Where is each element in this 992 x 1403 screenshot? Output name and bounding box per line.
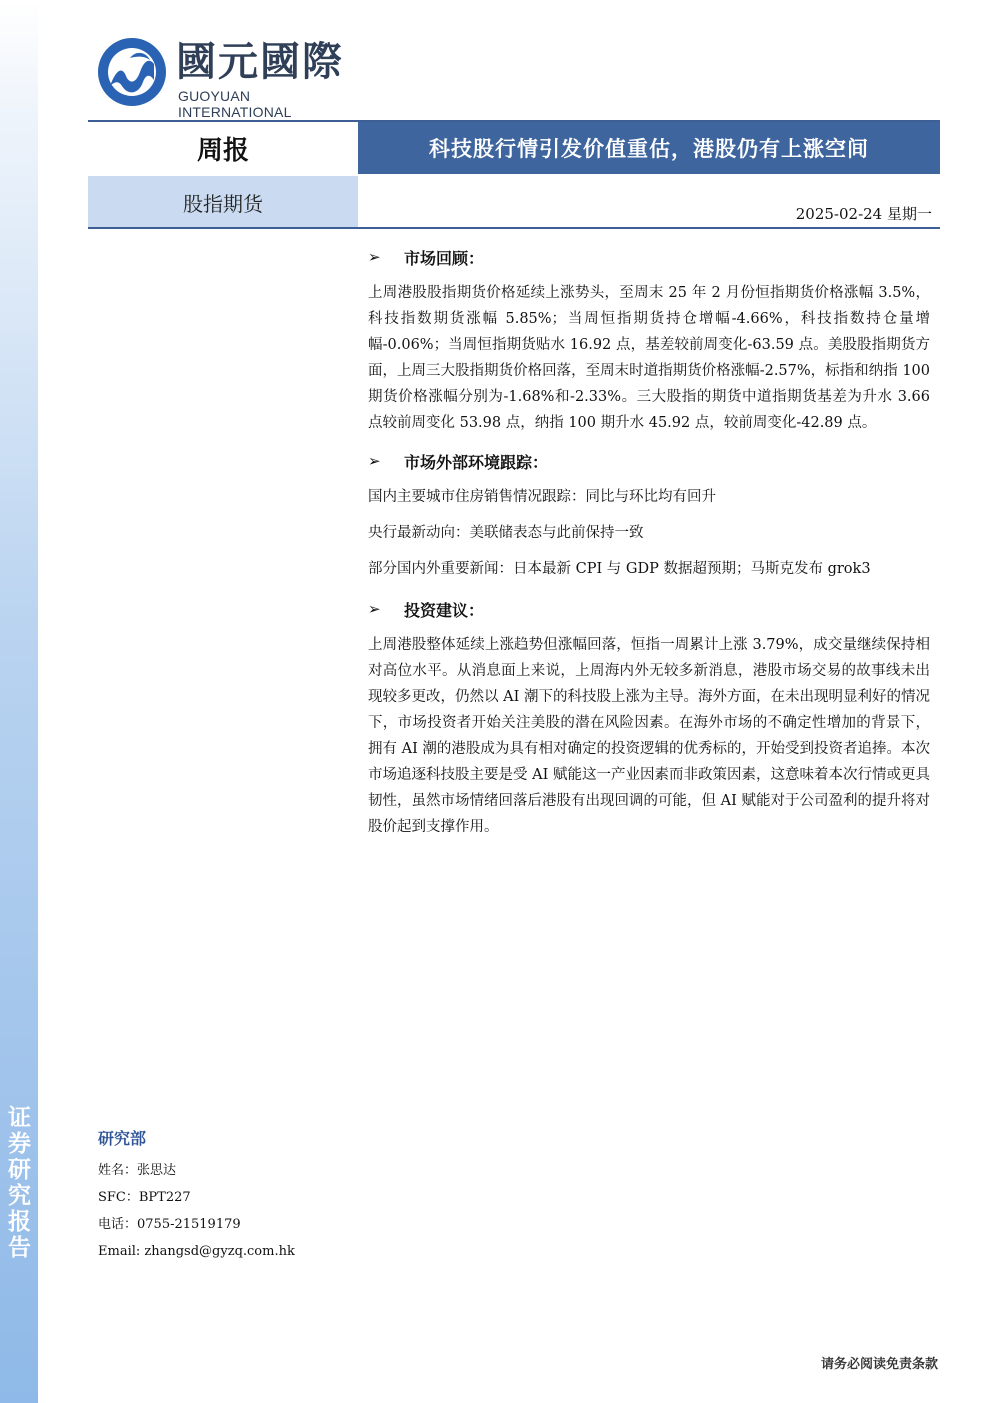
- advice-paragraph: 上周港股整体延续上涨趋势但涨幅回落，恒指一周累计上涨 3.79%，成交量继续保持相对高位水平。从消息面上来说，上周海内外无较多新消息，港股市场交易的故事线未出现较多更改，仍然以 AI 潮下的科技股上涨为主导。海外方面，在未出现明显利好的情况下，市场投资者开始关注美股的潜在风险因素。在海外市场的不确定性增加的背景下，拥有 AI 潮的港股成为具有相对确定的投资逻辑的优秀标的，开始受到投资者追捧。本次市场追逐科技股主要是受 AI 赋能这一产业因素而非政策因素，这意味着本次行情或更具韧性，虽然市场情绪回落后港股有出现回调的可能，但 AI 赋能对于公司盈利的提升将对股价起到支撑作用。: [368, 637, 930, 835]
- logo-english-name: GUOYUAN INTERNATIONAL: [178, 88, 292, 120]
- main-content: [368, 240, 930, 848]
- analyst-phone: 电话：0755-21519179: [98, 1217, 241, 1232]
- header-divider-bottom: [88, 227, 940, 229]
- section-heading-text: 市场回顾：: [404, 248, 485, 268]
- company-logo: [96, 36, 366, 120]
- department-name: 研究部: [98, 1129, 147, 1148]
- report-date: 2025-02-24 星期一: [795, 205, 932, 223]
- bullet-arrow-icon: ➢: [368, 600, 381, 618]
- logo-chinese-name: 國元國際: [176, 39, 344, 85]
- report-category: 股指期货: [88, 176, 358, 228]
- section-heading-environment: [368, 444, 930, 478]
- section-heading-text: 市场外部环境跟踪：: [404, 452, 549, 472]
- environment-item: 央行最新动向：美联储表态与此前保持一致: [368, 525, 644, 541]
- analyst-name: 姓名：张思达: [98, 1163, 177, 1178]
- section-heading-text: 投资建议：: [404, 600, 485, 620]
- environment-item: 国内主要城市住房销售情况跟踪：同比与环比均有回升: [368, 489, 716, 505]
- section-heading-advice: [368, 592, 930, 626]
- section-heading-review: [368, 240, 930, 274]
- side-label: 证券研究报告: [4, 1105, 31, 1261]
- side-gradient-strip: [0, 0, 38, 1403]
- bullet-arrow-icon: ➢: [368, 452, 381, 470]
- environment-item: 部分国内外重要新闻：日本最新 CPI 与 GDP 数据超预期；马斯克发布 grok3: [368, 561, 871, 577]
- analyst-sfc: SFC：BPT227: [98, 1190, 191, 1205]
- analyst-contact: [98, 1126, 295, 1265]
- bullet-arrow-icon: ➢: [368, 248, 381, 266]
- report-title: 科技股行情引发价值重估，港股仍有上涨空间: [358, 122, 940, 174]
- logo-emblem-icon: [96, 36, 168, 108]
- review-paragraph: 上周港股股指期货价格延续上涨势头，至周末 25 年 2 月份恒指期货价格涨幅 3.5%，科技指数期货涨幅 5.85%；当周恒指期货持仓增幅-4.66%，科技指数持仓量增幅-0.06%；当周恒指期货贴水 16.92 点，基差较前周变化-63.59 点。美股股指期货方面，上周三大股指期货价格回落，至周末时道指期货价格涨幅-2.57%，标指和纳指 100 期货价格涨幅分别为-1.68%和-2.33%。三大股指的期货中道指期货基差为升水 3.66 点较前周变化 53.98 点，纳指 100 期升水 45.92 点，较前周变化-42.89 点。: [368, 285, 930, 431]
- disclaimer-note: 请务必阅读免责条款: [820, 1357, 938, 1372]
- analyst-email: Email: zhangsd@gyzq.com.hk: [98, 1244, 295, 1259]
- report-type: 周报: [88, 122, 358, 174]
